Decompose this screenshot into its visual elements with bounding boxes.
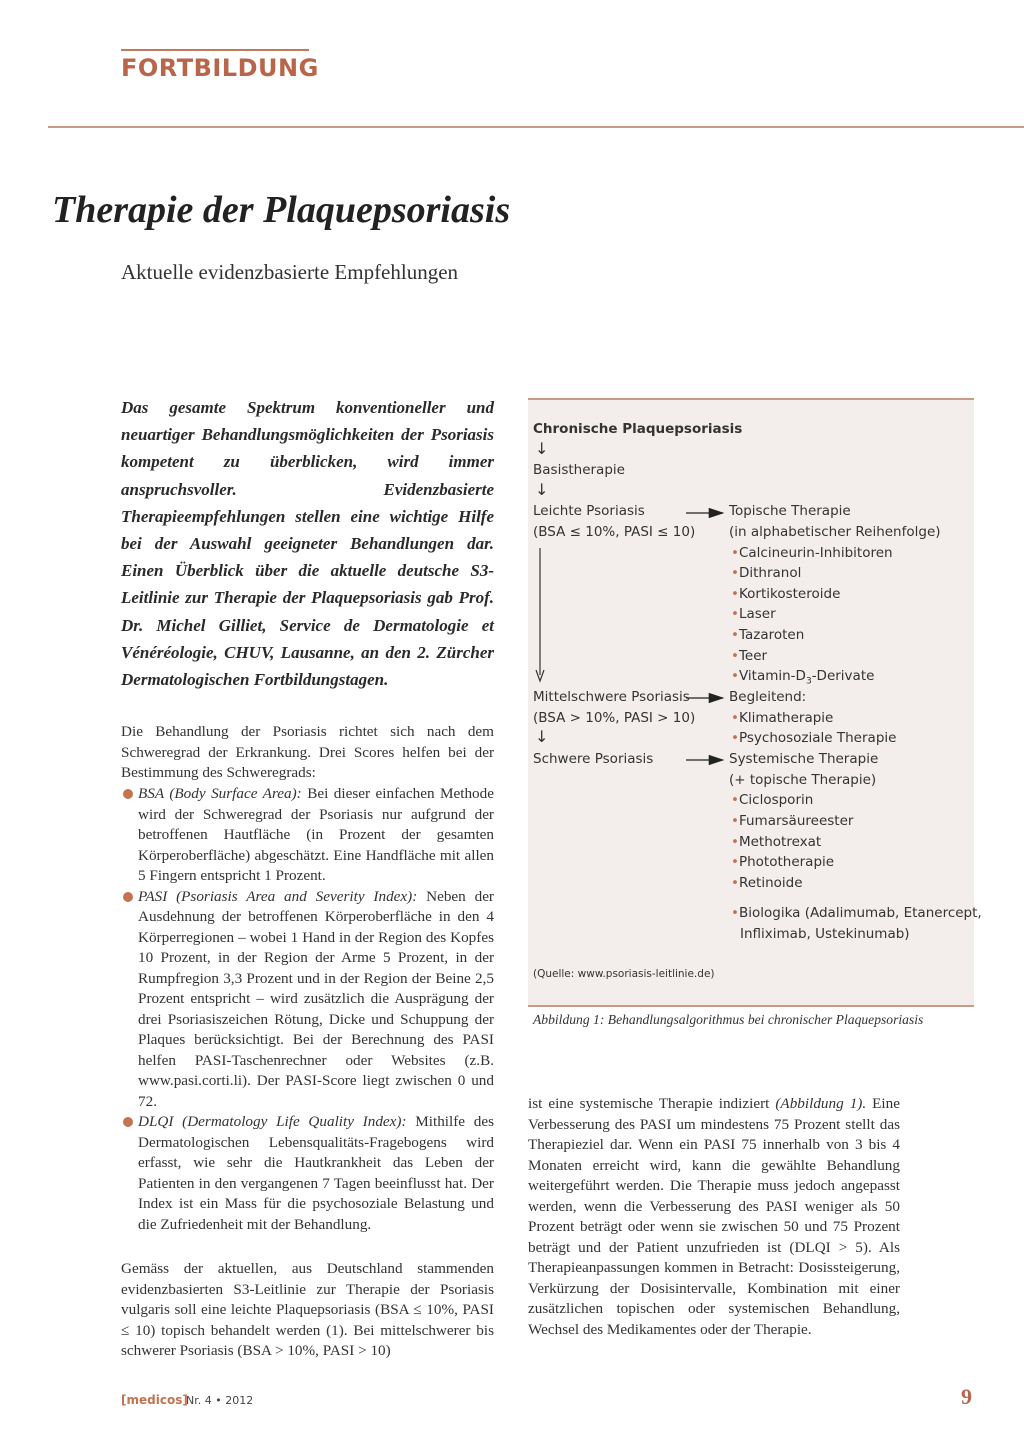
list-item — [121, 1112, 494, 1235]
figure-reference: (Abbildung 1). — [775, 1095, 867, 1112]
intro-paragraph: Die Behandlung der Psoriasis richtet sich nach dem Schweregrad der Erkrankung. Drei Scores helfen bei der Bestimmung des Schweregrads: — [121, 723, 494, 781]
definition: Neben der Ausdehnung der betroffenen Körperoberfläche in den 4 Körperregionen – wobei 1 Hand in der Region des Kopfes 10 Prozent, in der Region der Arme 5 Prozent, in der Rumpfregion 3,3 Prozent und in der Region der Beine 2,5 Prozent entspricht – wird zusätzlich die Ausprägung der drei Psoriasiszeichen Rötung, Dicke und Schuppung der Plaques berücksichtigt. Bei der Berechnung des PASI helfen PASI-Taschenrechner oder Websites (z.B. www.pasi.corti.li). Der PASI-Score liegt zwischen 0 und 72. — [138, 887, 494, 1110]
list-item: •Laser — [731, 606, 776, 622]
issue-number: Nr. 4 • 2012 — [186, 1394, 254, 1407]
systemic-note: (+ topische Therapie) — [729, 772, 877, 788]
bullet-icon — [123, 1117, 133, 1127]
right-column-paragraph: ist eine systemische Therapie indiziert (Abbildung 1). Eine Verbesserung des PASI um mindestens 75 Prozent stellt das Therapieziel dar. Wenn ein PASI 75 innerhalb von 3 bis 4 Monaten erreicht wird, kann die gewählte Behandlung weitergeführt werden. Die Therapie muss jedoch angepasst werden, wenn die Verbesserung des PASI weniger als 50 Prozent beträgt oder wenn sie zwischen 50 und 75 Prozent beträgt und der Patient unzufrieden ist (DLQI > 5). Als Therapieanpassungen kommen in Betracht: Dosissteigerung, Verkürzung der Dosisintervalle, Kombination mit einer zusätzlichen topischen oder systemischen Behandlung, Wechsel des Medikamentes oder der Therapie. — [528, 1095, 900, 1338]
down-arrow-icon: ↓ — [535, 439, 549, 458]
mild-criteria: (BSA ≤ 10%, PASI ≤ 10) — [533, 524, 696, 540]
article-subtitle: Aktuelle evidenzbasierte Empfehlungen — [121, 260, 459, 284]
lead-paragraph: Das gesamte Spektrum konventioneller und neuartiger Behandlungsmöglichkeiten der Psoriasis kompetent zu überblicken, wird immer anspruchsvoller. Evidenzbasierte Therapieempfehlungen stellen eine wichtige Hilfe bei der Auswahl geeigneter Behandlungen dar. Einen Überblick über die aktuelle deutsche S3-Leitlinie zur Therapie der Plaquepsoriasis gab Prof. Dr. Michel Gilliet, Service de Dermatologie et Vénéréologie, CHUV, Lausanne, an den 2. Zürcher Dermatologischen Fortbildungstagen. — [121, 398, 494, 690]
list-item — [121, 784, 494, 887]
bullet-icon: • — [731, 565, 739, 581]
bullet-icon: • — [731, 834, 739, 850]
bullet-icon: • — [731, 854, 739, 870]
page-number: 9 — [961, 1384, 972, 1409]
bullet-icon: • — [731, 586, 739, 602]
list-item: •Biologika (Adalimumab, Etanercept, — [731, 905, 982, 921]
score-list — [121, 784, 494, 1235]
bullet-icon — [123, 892, 133, 902]
term: BSA (Body Surface Area): — [138, 785, 302, 802]
bullet-icon — [123, 789, 133, 799]
list-item: •Phototherapie — [731, 854, 835, 870]
bullet-icon: • — [731, 905, 739, 921]
moderate-criteria: (BSA > 10%, PASI > 10) — [533, 710, 696, 726]
figure-caption: Abbildung 1: Behandlungsalgorithmus bei chronischer Plaquepsoriasis — [533, 1012, 924, 1027]
definition: Mithilfe des Dermatologischen Lebensqualitäts-Fragebogens wird erfasst, wie sehr die Hautkrankheit das Leben der Patienten in den vergangenen 7 Tagen beeinflusst hat. Der Index ist ein Mass für die psychosoziale Belastung und die Zufriedenheit mit der Behandlung. — [138, 1113, 494, 1233]
list-item: •Tazaroten — [731, 627, 805, 643]
list-item: •Methotrexat — [731, 834, 822, 850]
topical-therapy-label: Topische Therapie — [729, 503, 851, 519]
list-item: •Calcineurin-Inhibitoren — [731, 545, 893, 561]
paragraph: Gemäss der aktuellen, aus Deutschland stammenden evidenzbasierten S3-Leitlinie zur Therapie der Psoriasis vulgaris soll eine leichte Plaquepsoriasis (BSA ≤ 10%, PASI ≤ 10) topisch behandelt werden (1). Bei mittelschwerer bis schwerer Psoriasis (BSA > 10%, PASI > 10) — [121, 1260, 494, 1359]
down-arrow-icon: ↓ — [535, 727, 549, 746]
bullet-icon: • — [731, 606, 739, 622]
moderate-psoriasis-label: Mittelschwere Psoriasis — [533, 689, 690, 705]
bullet-icon: • — [731, 710, 739, 726]
article-title: Therapie der Plaquepsoriasis — [52, 189, 511, 231]
header-rule — [48, 126, 1024, 128]
list-item — [121, 887, 494, 1113]
list-item: •Teer — [731, 648, 768, 664]
journal-brand: [medicos] — [121, 1393, 188, 1407]
systemic-therapy-label: Systemische Therapie — [729, 751, 879, 767]
section-rule — [121, 49, 309, 51]
bullet-icon: • — [731, 545, 739, 561]
bullet-icon: • — [731, 730, 739, 746]
treatment-algorithm-figure — [528, 398, 982, 1007]
topical-note: (in alphabetischer Reihenfolge) — [729, 524, 941, 540]
bullet-icon: • — [731, 792, 739, 808]
list-item: •Dithranol — [731, 565, 802, 581]
list-item: •Kortikosteroide — [731, 586, 841, 602]
bullet-icon: • — [731, 875, 739, 891]
list-item: •Klimatherapie — [731, 710, 834, 726]
definition: Bei dieser einfachen Methode wird der Schweregrad der Psoriasis nur aufgrund der betroffenen Hautfläche (in Prozent der gesamten Körperoberfläche) abgeschätzt. Eine Handfläche mit allen 5 Fingern entspricht 1 Prozent. — [138, 785, 494, 884]
term: PASI (Psoriasis Area and Severity Index): — [138, 887, 418, 905]
section-label: FORTBILDUNG — [121, 54, 319, 82]
bullet-icon: • — [731, 668, 739, 684]
list-item: $•Vitamin-D_3$-Derivate — [731, 668, 875, 687]
bullet-icon: • — [731, 813, 739, 829]
down-arrow-icon: ↓ — [535, 480, 549, 499]
list-item: •Fumarsäureester — [731, 813, 854, 829]
bullet-icon: • — [731, 648, 739, 664]
bullet-icon: • — [731, 627, 739, 643]
term: DLQI (Dermatology Life Quality Index): — [138, 1113, 407, 1130]
severe-psoriasis-label: Schwere Psoriasis — [533, 751, 654, 767]
list-item: •Psychosoziale Therapie — [731, 730, 897, 746]
figure-source: (Quelle: www.psoriasis-leitlinie.de) — [533, 968, 715, 980]
adjunct-label: Begleitend: — [729, 689, 807, 705]
list-item: •Retinoide — [731, 875, 803, 891]
figure-title: Chronische Plaquepsoriasis — [533, 421, 743, 437]
biologics-line-2: Infliximab, Ustekinumab) — [740, 926, 910, 942]
list-item: •Ciclosporin — [731, 792, 814, 808]
basis-therapy-label: Basistherapie — [533, 462, 625, 478]
mild-psoriasis-label: Leichte Psoriasis — [533, 503, 645, 519]
